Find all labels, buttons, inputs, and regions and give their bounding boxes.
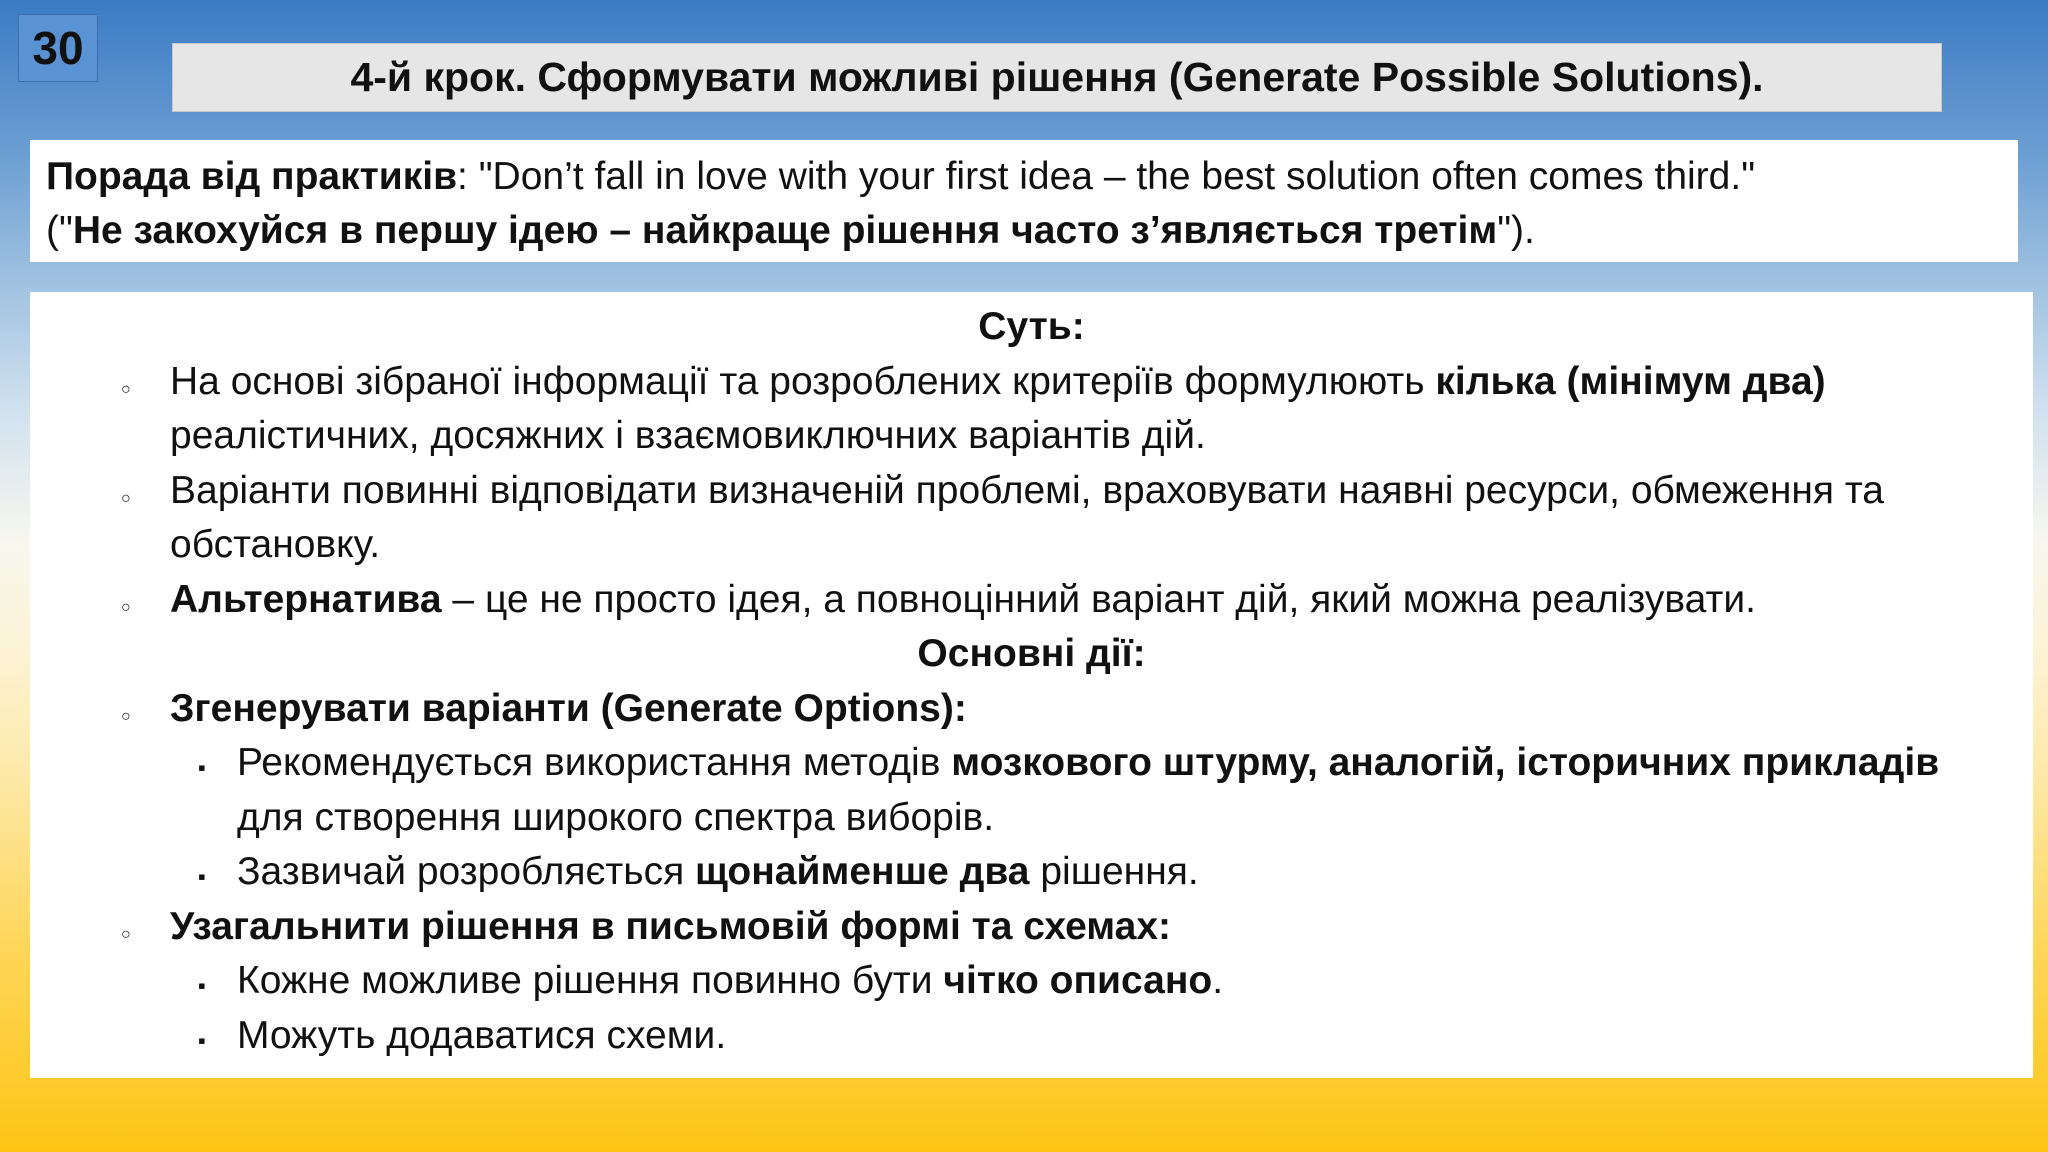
circle-bullet-icon: ○ <box>121 925 131 943</box>
practitioners-tip-box <box>30 140 2018 262</box>
circle-bullet-icon: ○ <box>121 598 131 616</box>
action-subitem <box>30 954 2033 1009</box>
tip-line-1 <box>46 150 2002 204</box>
square-bullet-icon: ▪ <box>198 973 206 998</box>
essence-heading: Суть: <box>978 305 1085 348</box>
action-subitem-text: . <box>1212 959 1224 1002</box>
action-subitem-bold: мозкового штурму, аналогій, історичних прикладів <box>951 741 1940 784</box>
circle-bullet-icon: ○ <box>121 489 131 507</box>
actions-heading: Основні дії: <box>917 632 1146 675</box>
slide-number: 30 <box>18 14 98 82</box>
essence-item-text: – це не просто ідея, а повноцінний варіант дій, який можна реалізувати. <box>441 577 1756 621</box>
square-bullet-icon: ▪ <box>198 1027 206 1053</box>
tip-close: "). <box>1497 209 1535 252</box>
action-subitem-text: Можуть додаватися схеми. <box>237 1013 727 1057</box>
action-subitem-text: для створення широкого спектра виборів. <box>237 795 995 839</box>
essence-item-bold: Альтернатива <box>170 577 442 621</box>
tip-label: Порада від практиків <box>46 155 458 198</box>
action-subitem <box>30 736 2033 845</box>
essence-item <box>30 464 2033 573</box>
square-bullet-icon: ▪ <box>198 755 206 780</box>
action-group-title <box>30 682 2033 737</box>
main-content-box <box>30 292 2033 1078</box>
tip-open: (" <box>46 209 73 252</box>
essence-item-text: На основі зібраної інформації та розроблених критеріїв формулюють <box>170 359 1436 403</box>
action-subitem <box>30 1009 2033 1064</box>
essence-item <box>30 573 2033 628</box>
action-subitem-bold: щонайменше два <box>695 850 1030 893</box>
tip-quote-en: : "Don’t fall in love with your first idea – the best solution often comes third." <box>457 155 1756 198</box>
circle-bullet-icon: ○ <box>121 707 131 725</box>
action-group-title <box>30 900 2033 955</box>
essence-item <box>30 355 2033 464</box>
square-bullet-icon: ▪ <box>198 864 206 889</box>
essence-item-bold: кілька (мінімум два) <box>1435 359 1826 403</box>
action-subitem-text: Кожне можливе рішення повинно бути <box>237 959 944 1002</box>
action-subitem-text: Рекомендується використання методів <box>237 741 952 784</box>
action-group-title-text: Згенерувати варіанти (Generate Options): <box>170 686 967 730</box>
tip-line-2 <box>46 204 2002 258</box>
circle-bullet-icon: ○ <box>121 380 131 398</box>
action-subitem-text: Зазвичай розробляється <box>237 850 696 893</box>
action-subitem <box>30 845 2033 900</box>
essence-item-text: Варіанти повинні відповідати визначеній проблемі, враховувати наявні ресурси, обмеження та обстановку. <box>170 468 1884 566</box>
action-subitem-bold: чітко описано <box>943 959 1213 1002</box>
tip-quote-uk: Не закохуйся в першу ідею – найкраще рішення часто з’являється третім <box>72 209 1498 252</box>
essence-item-text: реалістичних, досяжних і взаємовиключних варіантів дій. <box>170 414 1206 457</box>
action-group-title-text: Узагальнити рішення в письмовій формі та схемах: <box>170 904 1172 948</box>
action-subitem-text: рішення. <box>1029 850 1199 893</box>
slide-title: 4-й крок. Сформувати можливі рішення (Generate Possible Solutions). <box>172 43 1942 112</box>
